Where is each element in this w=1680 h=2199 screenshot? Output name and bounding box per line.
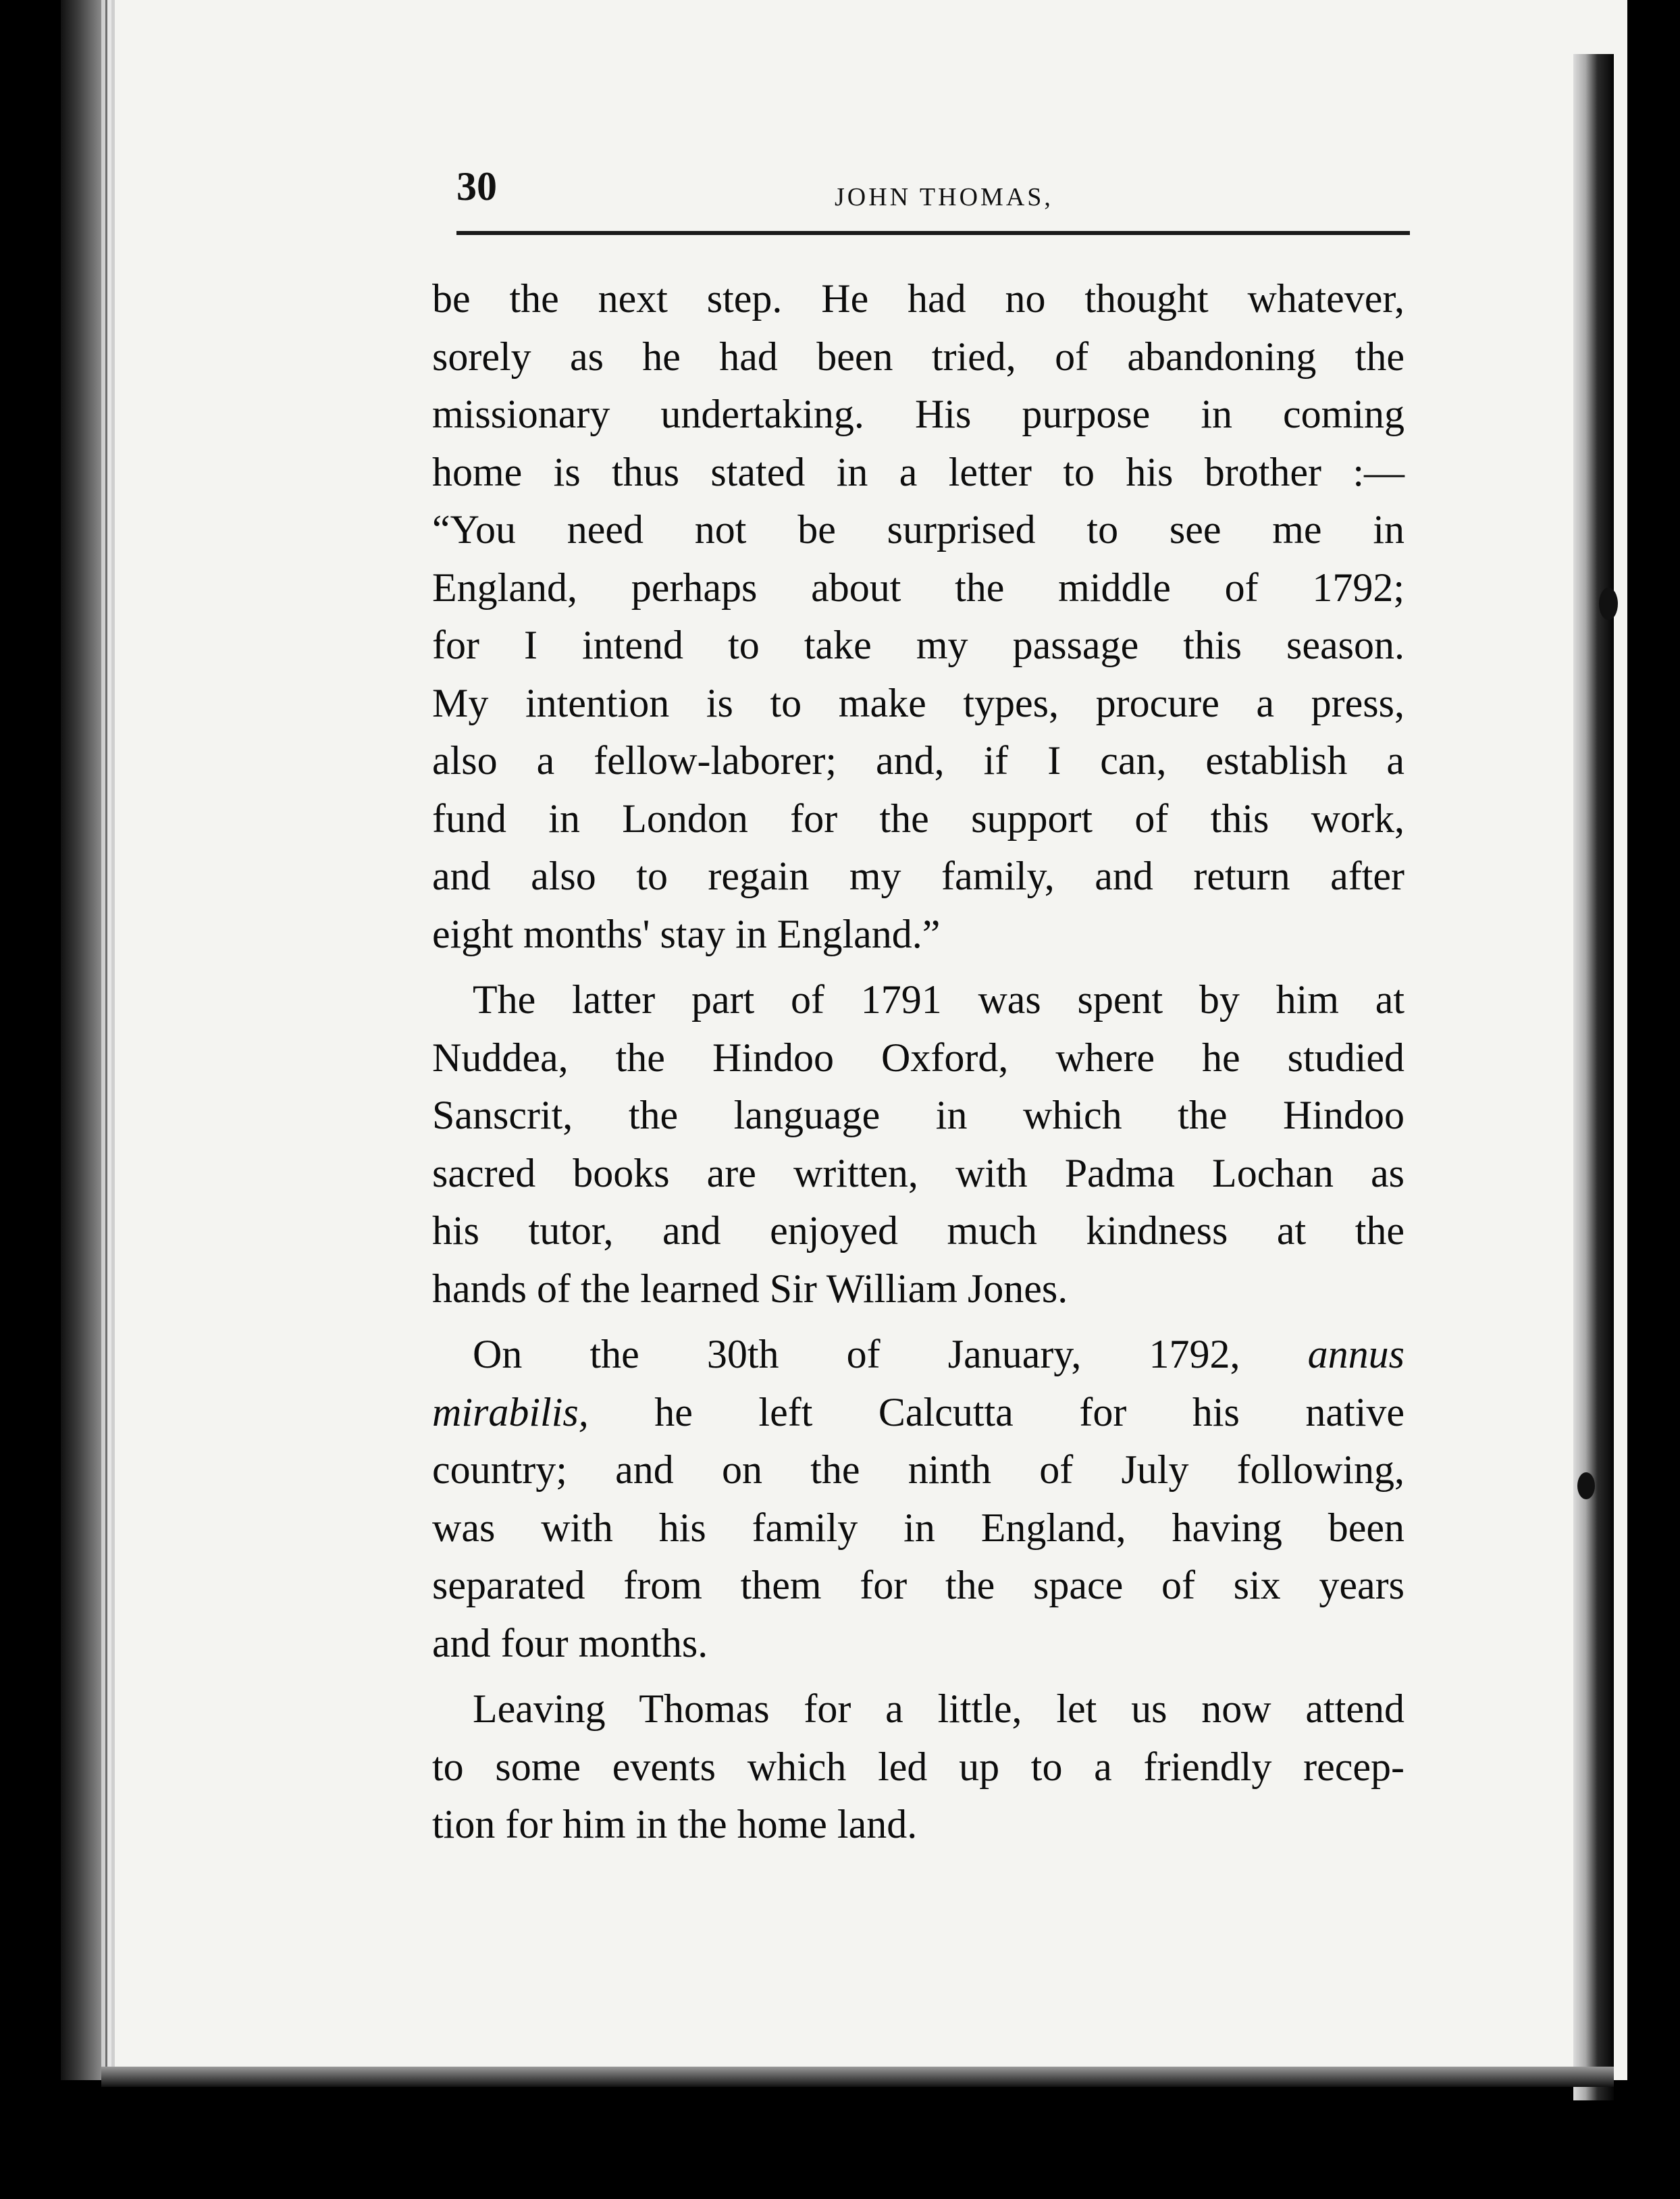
- text-line: be the next step. He had no thought whatever,: [432, 276, 1405, 321]
- italic-text: annus: [1307, 1332, 1405, 1376]
- ink-blot: [1577, 1472, 1595, 1499]
- text-line: for I intend to take my passage this season.: [432, 623, 1405, 667]
- book-binding: [61, 0, 101, 2080]
- ink-blot: [1599, 588, 1618, 620]
- paragraph-3: [432, 1326, 1405, 1672]
- text-line: missionary undertaking. His purpose in coming: [432, 392, 1405, 436]
- paragraph-4: [432, 1680, 1405, 1854]
- text-line: fund in London for the support of this work,: [432, 796, 1405, 841]
- text-line: England, perhaps about the middle of 1792;: [432, 565, 1405, 610]
- text-run: On the 30th of January, 1792,: [473, 1332, 1240, 1376]
- text-line: Leaving Thomas for a little, let us now attend: [473, 1686, 1405, 1731]
- text-line: The latter part of 1791 was spent by him at: [473, 977, 1405, 1022]
- facing-page-edge: [1573, 54, 1614, 2100]
- text-line: also a fellow-laborer; and, if I can, establish a: [432, 738, 1405, 783]
- text-line: home is thus stated in a letter to his brother :—: [432, 449, 1405, 494]
- body-text: [432, 270, 1405, 1862]
- text-line: to some events which led up to a friendly recep-: [432, 1744, 1405, 1789]
- text-line: sorely as he had been tried, of abandoning the: [432, 334, 1405, 379]
- text-line: Nuddea, the Hindoo Oxford, where he studied: [432, 1035, 1405, 1080]
- page-number: 30: [456, 164, 497, 209]
- text-line: and four months.: [432, 1620, 708, 1665]
- text-line: and also to regain my family, and return after: [432, 854, 1405, 898]
- text-line: separated from them for the space of six years: [432, 1563, 1405, 1607]
- paragraph-1: [432, 270, 1405, 963]
- page-header: [456, 155, 1409, 236]
- text-line: eight months' stay in England.”: [432, 911, 941, 956]
- text-line: was with his family in England, having been: [432, 1505, 1405, 1550]
- text-line: [432, 1384, 1405, 1442]
- text-line: tion for him in the home land.: [432, 1802, 918, 1846]
- text-line: [432, 1326, 1405, 1384]
- running-head: JOHN THOMAS,: [835, 183, 1053, 211]
- page-bottom-shadow: [101, 2067, 1614, 2087]
- text-line: hands of the learned Sir William Jones.: [432, 1266, 1068, 1311]
- text-line: sacred books are written, with Padma Lochan as: [432, 1150, 1405, 1195]
- text-line: his tutor, and enjoyed much kindness at the: [432, 1208, 1405, 1253]
- text-line: Sanscrit, the language in which the Hindoo: [432, 1093, 1405, 1137]
- text-line: “You need not be surprised to see me in: [432, 507, 1405, 552]
- italic-text: mirabilis,: [432, 1389, 589, 1434]
- header-rule: [456, 231, 1410, 235]
- text-line: country; and on the ninth of July following,: [432, 1447, 1405, 1492]
- text-line: My intention is to make types, procure a press,: [432, 680, 1405, 725]
- text-run: he left Calcutta for his native: [654, 1389, 1405, 1434]
- paragraph-2: [432, 971, 1405, 1318]
